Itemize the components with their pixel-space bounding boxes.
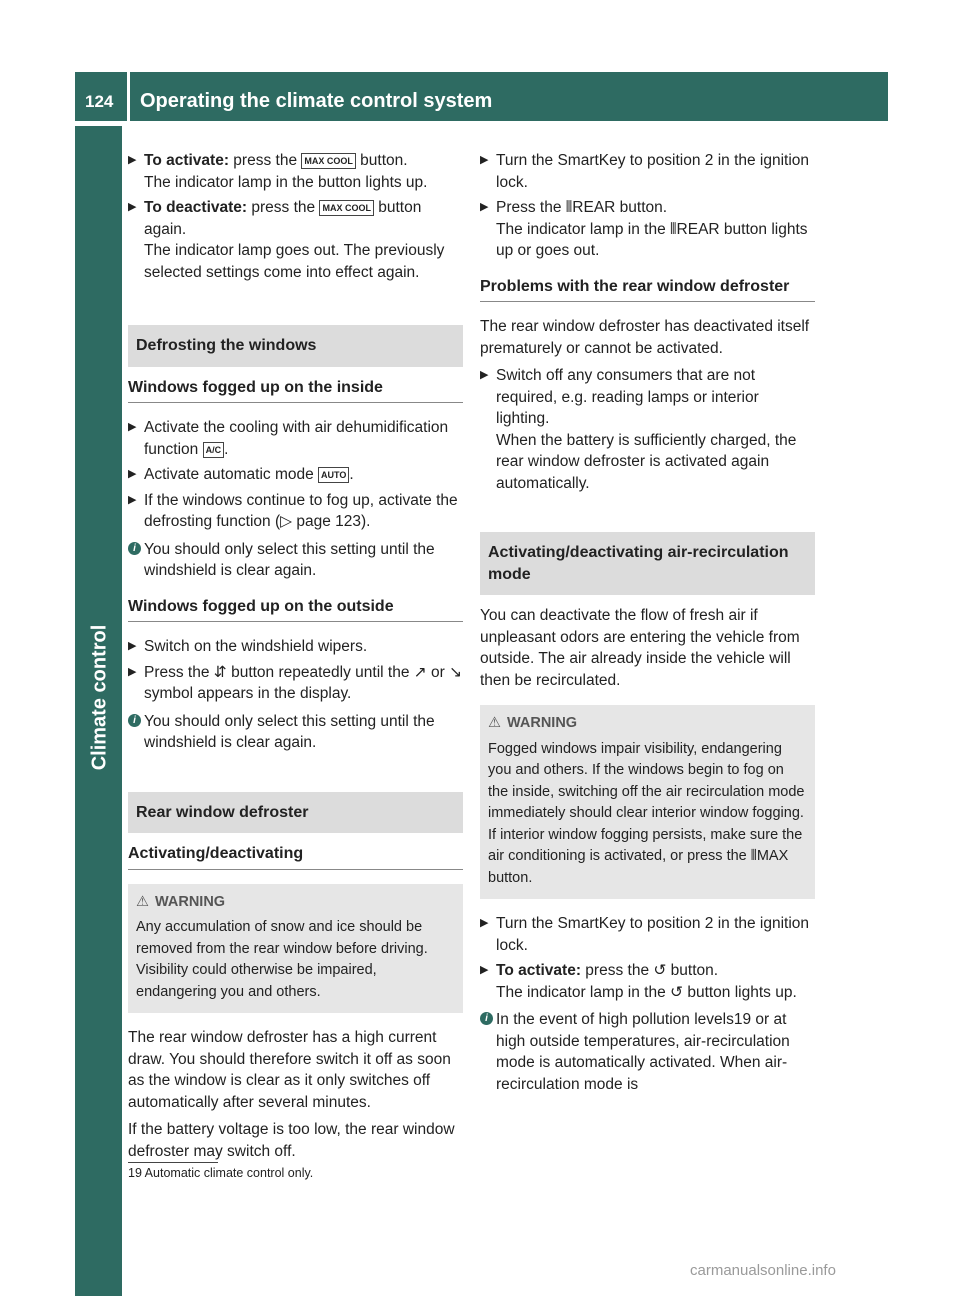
- list-item: [128, 490, 463, 533]
- paragraph: The rear window defroster has a high current draw. You should therefore switch it off as soon as the window is clear as it only switches off automatically after several minutes.: [128, 1029, 451, 1111]
- sub-heading: Problems with the rear window defroster: [480, 276, 815, 303]
- warning-text: Any accumulation of snow and ice should be removed from the rear window before driving. Visibility could otherwise be impaired, endangering you and others.: [136, 919, 428, 1000]
- auto-button-icon: AUTO: [318, 467, 349, 483]
- arrow-icon: ▶: [480, 154, 489, 166]
- footnote-divider: [128, 1162, 218, 1163]
- item-bold: To deactivate:: [144, 199, 248, 216]
- note-text: You should only select this setting until the windshield is clear again.: [144, 712, 435, 751]
- item-text: Press the ⫴REAR button.: [496, 199, 668, 216]
- item-text: press the: [247, 199, 320, 216]
- list-item: [128, 417, 463, 460]
- arrow-icon: ▶: [128, 201, 137, 213]
- arrow-icon: ▶: [480, 369, 489, 381]
- info-icon: i: [480, 1012, 493, 1025]
- arrow-icon: ▶: [128, 640, 137, 652]
- warning-title: [136, 892, 455, 914]
- arrow-icon: ▶: [128, 421, 137, 433]
- item-bold: To activate:: [496, 962, 581, 979]
- list-item: [128, 150, 463, 193]
- item-sub: The indicator lamp in the ⫴REAR button lights up or goes out.: [496, 220, 808, 259]
- section-heading: Activating/deactivating air-recirculation mode: [480, 532, 815, 595]
- section-heading: Defrosting the windows: [128, 325, 463, 367]
- item-after: button again.: [144, 199, 422, 238]
- paragraph: If the battery voltage is too low, the rear window defroster may switch off.: [128, 1121, 455, 1160]
- note-text: In the event of high pollution levels19 or at high outside temperatures, air-recirculation mode is automatically activated. When air-recirculation mode is: [496, 1011, 790, 1093]
- arrow-icon: ▶: [128, 468, 137, 480]
- warning-text: Fogged windows impair visibility, endangering you and others. If the windows begin to fog on the inside, switching off the air recirculation mode immediately should clear interior window fogging. If interior window fogging persists, make sure the air conditioning is activated, or press the ⫴MAX button.: [488, 740, 805, 886]
- item-text: press the ↺ button.: [581, 962, 719, 979]
- item-after: .: [349, 466, 354, 483]
- sub-heading: Activating/deactivating: [128, 843, 463, 870]
- sub-heading: Windows fogged up on the outside: [128, 596, 463, 623]
- ac-button-icon: A/C: [203, 442, 225, 458]
- item-sub: The indicator lamp in the ↺ button lights up.: [496, 983, 797, 1001]
- item-sub: When the battery is sufficiently charged, the rear window defroster is activated again automatically.: [496, 431, 797, 492]
- paragraph: The rear window defroster has deactivated itself prematurely or cannot be activated.: [480, 318, 810, 357]
- warning-box: [128, 884, 463, 1014]
- arrow-icon: ▶: [128, 665, 137, 678]
- item-text: Turn the SmartKey to position 2 in the ignition lock.: [496, 152, 810, 191]
- list-item: [480, 197, 815, 262]
- list-item: [480, 913, 815, 956]
- note-text: You should only select this setting until the windshield is clear again.: [144, 540, 435, 579]
- paragraph: You can deactivate the flow of fresh air if unpleasant odors are entering the vehicle from outside. The air already inside the vehicle will then be recirculated.: [480, 607, 800, 689]
- info-note: [128, 539, 463, 582]
- warning-box: [480, 705, 815, 899]
- max-cool-button-icon: MAX COOL: [319, 200, 374, 216]
- item-text: Turn the SmartKey to position 2 in the ignition lock.: [496, 915, 810, 954]
- left-column: [128, 150, 463, 1168]
- info-note: [128, 711, 463, 754]
- warning-triangle-icon: ⚠: [136, 893, 149, 910]
- item-text: Activate the cooling with air dehumidification function: [144, 419, 449, 458]
- page-number: 124: [85, 92, 114, 111]
- item-bold: To activate:: [144, 152, 229, 169]
- item-sub: The indicator lamp in the button lights up.: [144, 173, 428, 191]
- footnote: 19 Automatic climate control only.: [128, 1166, 314, 1180]
- list-item: [128, 662, 463, 705]
- side-tab: [75, 126, 122, 1296]
- list-item: [480, 365, 815, 494]
- warning-title-text: WARNING: [507, 715, 578, 731]
- item-text: Activate automatic mode: [144, 466, 319, 483]
- list-item: [480, 150, 815, 193]
- side-tab-label: Climate control: [88, 624, 111, 771]
- item-text: press the: [229, 152, 302, 169]
- warning-title-text: WARNING: [155, 893, 226, 910]
- sub-heading: Windows fogged up on the inside: [128, 377, 463, 404]
- page-title: Operating the climate control system: [140, 90, 493, 112]
- max-cool-button-icon: MAX COOL: [301, 153, 356, 169]
- info-note: [480, 1009, 815, 1095]
- info-icon: i: [128, 714, 141, 727]
- warning-triangle-icon: ⚠: [488, 715, 501, 731]
- arrow-icon: ▶: [128, 493, 137, 506]
- arrow-icon: ▶: [480, 201, 489, 213]
- list-item: [128, 464, 463, 486]
- list-item: [480, 960, 815, 1003]
- section-heading: Rear window defroster: [128, 792, 463, 834]
- item-after: button.: [355, 152, 408, 169]
- arrow-icon: ▶: [480, 964, 489, 976]
- item-text: Press the ⇵ button repeatedly until the ↗ or ↘ symbol appears in the display.: [144, 663, 463, 702]
- list-item: [128, 636, 463, 658]
- item-sub: The indicator lamp goes out. The previously selected settings come into effect again.: [144, 242, 445, 281]
- list-item: [128, 197, 463, 283]
- item-text: Switch off any consumers that are not required, e.g. reading lamps or interior lighting.: [496, 367, 759, 427]
- header-divider: [127, 72, 130, 121]
- item-after: .: [224, 440, 229, 458]
- right-column: [480, 150, 815, 1101]
- item-text: Switch on the windshield wipers.: [144, 638, 368, 655]
- warning-title: [488, 713, 807, 735]
- arrow-icon: ▶: [480, 917, 489, 929]
- watermark: carmanualsonline.info: [690, 1262, 836, 1279]
- page-header: [75, 72, 888, 121]
- info-icon: i: [128, 542, 141, 555]
- arrow-icon: ▶: [128, 154, 137, 166]
- item-text: If the windows continue to fog up, activate the defrosting function (▷ page 123).: [144, 491, 458, 530]
